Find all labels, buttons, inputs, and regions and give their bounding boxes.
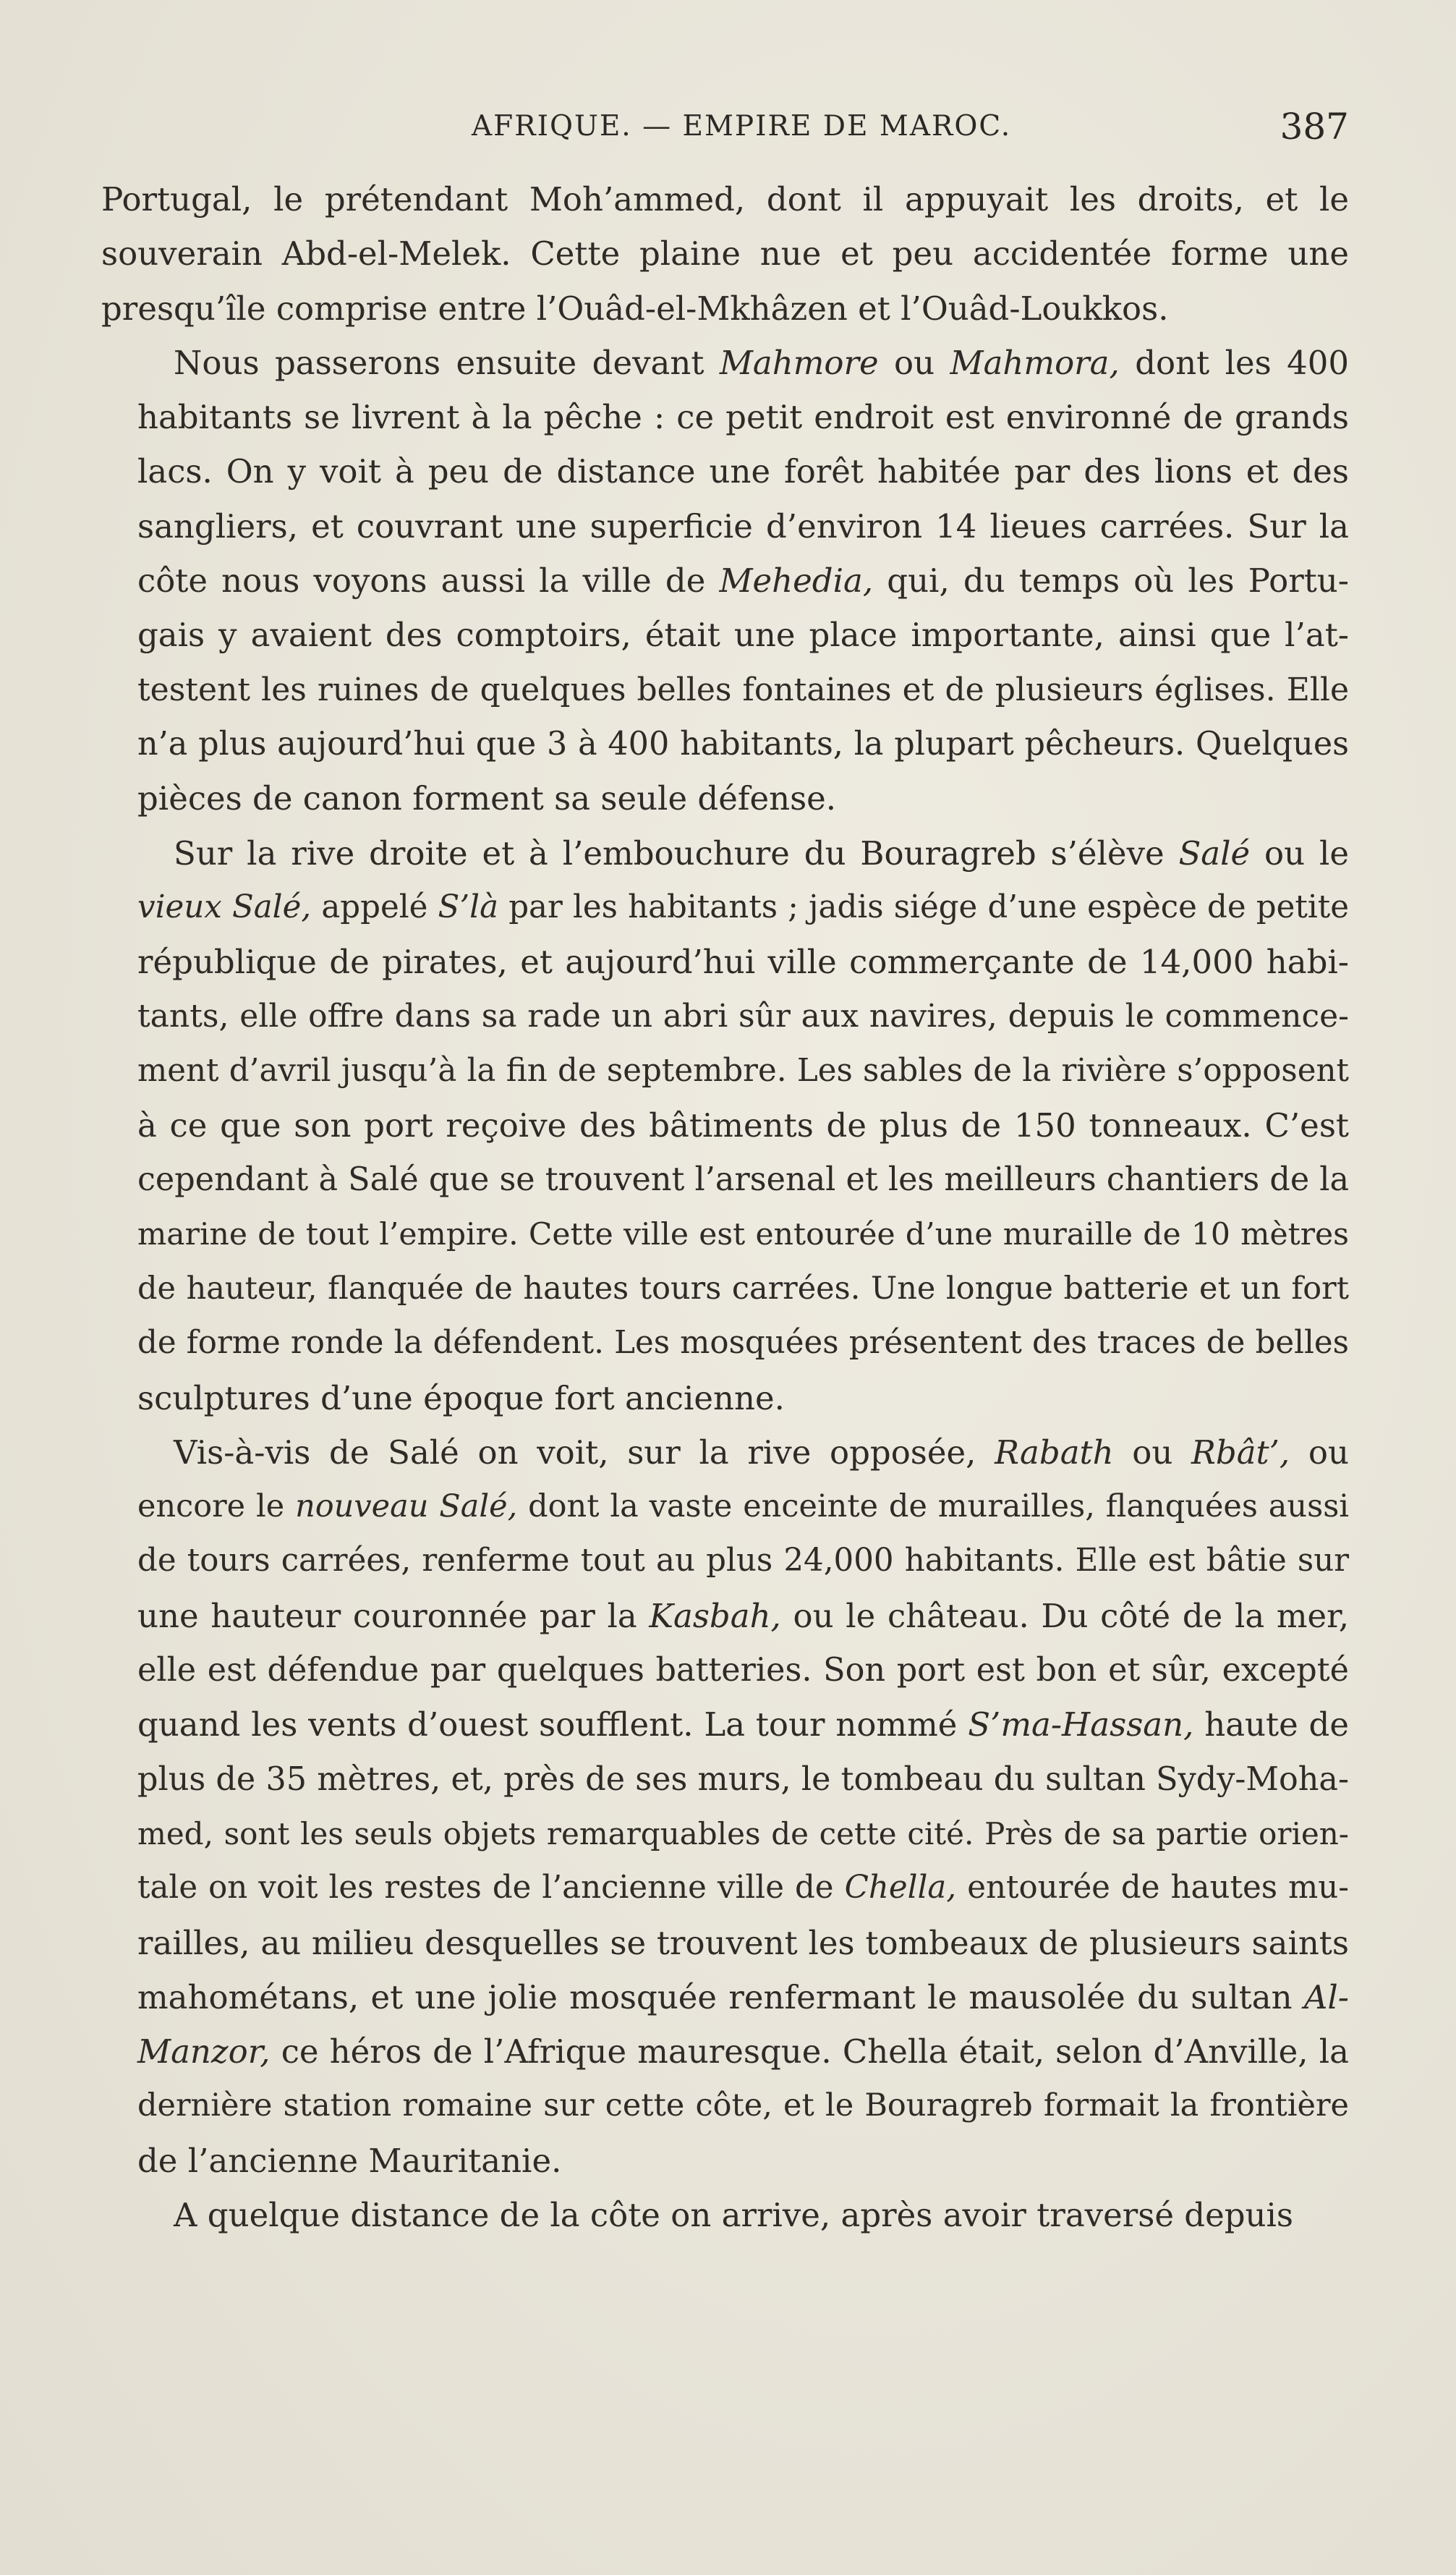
text-run: souverain Abd-el-Melek. Cette plaine nue et peu accidentée forme une xyxy=(101,234,1349,273)
text-run: ce héros de l’Afrique mauresque. Chella était, selon d’Anville, la xyxy=(270,2032,1349,2071)
text-line xyxy=(101,444,1349,499)
italic-term: Rbât’, xyxy=(1191,1433,1290,1472)
text-run: lacs. On y voit à peu de distance une forêt habitée par des lions et des xyxy=(137,452,1349,491)
italic-term: Mahmore xyxy=(719,343,879,382)
text-line xyxy=(101,1752,1349,1807)
text-line xyxy=(101,1208,1349,1262)
text-run: cependant à Salé que se trouvent l’arsenal et les meilleurs chantiers de la xyxy=(137,1161,1350,1199)
text-run: ou xyxy=(1113,1433,1192,1472)
text-line xyxy=(101,553,1349,608)
text-run: ment d’avril jusqu’à la fin de septembre. Les sables de la rivière s’opposent xyxy=(137,1052,1349,1089)
text-run: tants, elle offre dans sa rade un abri sûr aux navires, depuis le commence- xyxy=(137,998,1349,1035)
text-run: quand les vents d’ouest soufflent. La tour nommé xyxy=(137,1705,968,1744)
text-run: habitants se livrent à la pêche : ce petit endroit est environné de grands xyxy=(137,398,1349,437)
text-line xyxy=(101,1643,1349,1697)
italic-term: S’là xyxy=(438,888,499,925)
text-run: elle est défendue par quelques batteries. Son port est bon et sûr, excepté xyxy=(137,1652,1349,1689)
text-line xyxy=(101,1861,1349,1915)
italic-term: Salé xyxy=(1178,833,1251,873)
text-run: par les habitants ; jadis siége d’une espèce de petite xyxy=(498,888,1349,925)
text-line xyxy=(101,226,1349,281)
text-run: tale on voit les restes de l’ancienne ville de xyxy=(137,1870,845,1906)
text-run: de forme ronde la défendent. Les mosquées présentent des traces de belles xyxy=(137,1325,1349,1362)
page-number: 387 xyxy=(1280,106,1349,148)
text-run: gais y avaient des comptoirs, était une place importante, ainsi que l’at- xyxy=(137,616,1349,655)
text-line xyxy=(101,1153,1349,1207)
text-run: Portugal, le prétendant Moh’ammed, dont il appuyait les droits, et le xyxy=(101,180,1349,219)
text-run: république de pirates, et aujourd’hui ville commerçante de 14,000 habi- xyxy=(137,943,1349,982)
text-run: à ce que son port reçoive des bâtiments de plus de 150 tonneaux. C’est xyxy=(137,1106,1349,1145)
text-line xyxy=(101,1480,1349,1534)
text-line xyxy=(101,1589,1349,1643)
text-run: marine de tout l’empire. Cette ville est entourée d’une muraille de 10 mètres xyxy=(137,1216,1349,1252)
italic-term: Mehedia, xyxy=(719,561,874,601)
text-run: pièces de canon forment sa seule défense. xyxy=(137,779,837,818)
text-line xyxy=(101,499,1349,553)
text-run: ou le xyxy=(1250,833,1349,873)
text-run: dont la vaste enceinte de murailles, flanquées aussi xyxy=(517,1488,1350,1525)
italic-term: Al- xyxy=(1303,1977,1349,2016)
italic-term: Rabath xyxy=(995,1433,1114,1472)
running-title: AFRIQUE. — EMPIRE DE MAROC. xyxy=(472,110,1012,143)
text-line xyxy=(101,1371,1349,1425)
text-line xyxy=(101,826,1349,881)
text-line xyxy=(101,717,1349,771)
text-line xyxy=(101,1098,1349,1153)
text-run: railles, au milieu desquelles se trouvent les tombeaux de plusieurs saints xyxy=(137,1923,1349,1962)
text-run: ou le château. Du côté de la mer, xyxy=(780,1596,1349,1635)
italic-term: nouveau Salé, xyxy=(295,1488,518,1525)
text-line xyxy=(101,1316,1349,1370)
text-run: presqu’île comprise entre l’Ouâd-el-Mkhâzen et l’Ouâd-Loukkos. xyxy=(101,289,1169,328)
text-line xyxy=(101,1425,1349,1480)
text-line xyxy=(101,1044,1349,1098)
text-line xyxy=(101,989,1349,1043)
text-line xyxy=(101,2024,1349,2079)
running-header xyxy=(101,106,1349,149)
text-run: de l’ancienne Mauritanie. xyxy=(137,2141,562,2180)
text-run: appelé xyxy=(311,888,438,925)
text-run: côte nous voyons aussi la ville de xyxy=(137,561,720,601)
text-line xyxy=(101,390,1349,444)
text-line xyxy=(101,1697,1349,1752)
text-line xyxy=(101,281,1349,336)
text-run: une hauteur couronnée par la xyxy=(137,1596,650,1635)
text-line xyxy=(101,1807,1349,1861)
text-run: entourée de hautes mu- xyxy=(956,1870,1350,1906)
text-line xyxy=(101,2134,1349,2188)
text-run: med, sont les seuls objets remarquables de cette cité. Près de sa partie orien- xyxy=(137,1815,1349,1851)
italic-term: Manzor, xyxy=(137,2032,271,2071)
text-run: dont les 400 xyxy=(1119,343,1349,382)
text-line xyxy=(101,2188,1349,2242)
italic-term: Kasbah, xyxy=(649,1596,781,1635)
text-run: Sur la rive droite et à l’embouchure du Bouragreb s’élève xyxy=(174,833,1179,873)
text-run: ou xyxy=(1290,1433,1350,1472)
text-run: ou xyxy=(878,343,950,382)
paragraph xyxy=(101,826,1349,1425)
text-run: Vis-à-vis de Salé on voit, sur la rive opposée, xyxy=(174,1433,995,1472)
italic-term: Chella, xyxy=(844,1870,957,1906)
paragraph xyxy=(101,1425,1349,2188)
text-run: encore le xyxy=(137,1488,296,1525)
text-run: mahométans, et une jolie mosquée renfermant le mausolée du sultan xyxy=(137,1977,1304,2016)
text-run: haute de xyxy=(1193,1705,1349,1744)
text-run: testent les ruines de quelques belles fontaines et de plusieurs églises. Elle xyxy=(137,671,1349,708)
text-line xyxy=(101,336,1349,390)
text-line xyxy=(101,1916,1349,1970)
text-run: plus de 35 mètres, et, près de ses murs, le tombeau du sultan Sydy-Moha- xyxy=(137,1760,1349,1798)
text-line xyxy=(101,663,1349,717)
text-line xyxy=(101,1262,1349,1316)
text-line xyxy=(101,1534,1349,1588)
text-run: qui, du temps où les Portu- xyxy=(873,561,1349,601)
body-text xyxy=(101,172,1349,2242)
italic-term: vieux Salé, xyxy=(137,888,312,925)
paragraph xyxy=(101,172,1349,336)
text-line xyxy=(101,935,1349,989)
text-run: A quelque distance de la côte on arrive, après avoir traversé depuis xyxy=(174,2195,1293,2234)
text-run: sangliers, et couvrant une superficie d’environ 14 lieues carrées. Sur la xyxy=(137,506,1349,546)
italic-term: S’ma-Hassan, xyxy=(968,1705,1194,1744)
text-run: Nous passerons ensuite devant xyxy=(174,343,720,382)
text-line xyxy=(101,608,1349,662)
paragraph xyxy=(101,336,1349,826)
text-run: dernière station romaine sur cette côte, et le Bouragreb formait la frontière xyxy=(137,2087,1349,2124)
text-run: n’a plus aujourd’hui que 3 à 400 habitants, la plupart pêcheurs. Quelques xyxy=(137,725,1349,763)
text-line xyxy=(101,771,1349,826)
text-line xyxy=(101,881,1349,935)
text-line xyxy=(101,172,1349,226)
text-run: de tours carrées, renferme tout au plus 24,000 habitants. Elle est bâtie sur xyxy=(137,1543,1349,1579)
text-line xyxy=(101,2079,1349,2133)
text-run: de hauteur, flanquée de hautes tours carrées. Une longue batterie et un fort xyxy=(137,1270,1349,1307)
italic-term: Mahmora, xyxy=(950,343,1120,382)
text-line xyxy=(101,1970,1349,2024)
text-run: sculptures d’une époque fort ancienne. xyxy=(137,1378,785,1417)
paragraph xyxy=(101,2188,1349,2242)
